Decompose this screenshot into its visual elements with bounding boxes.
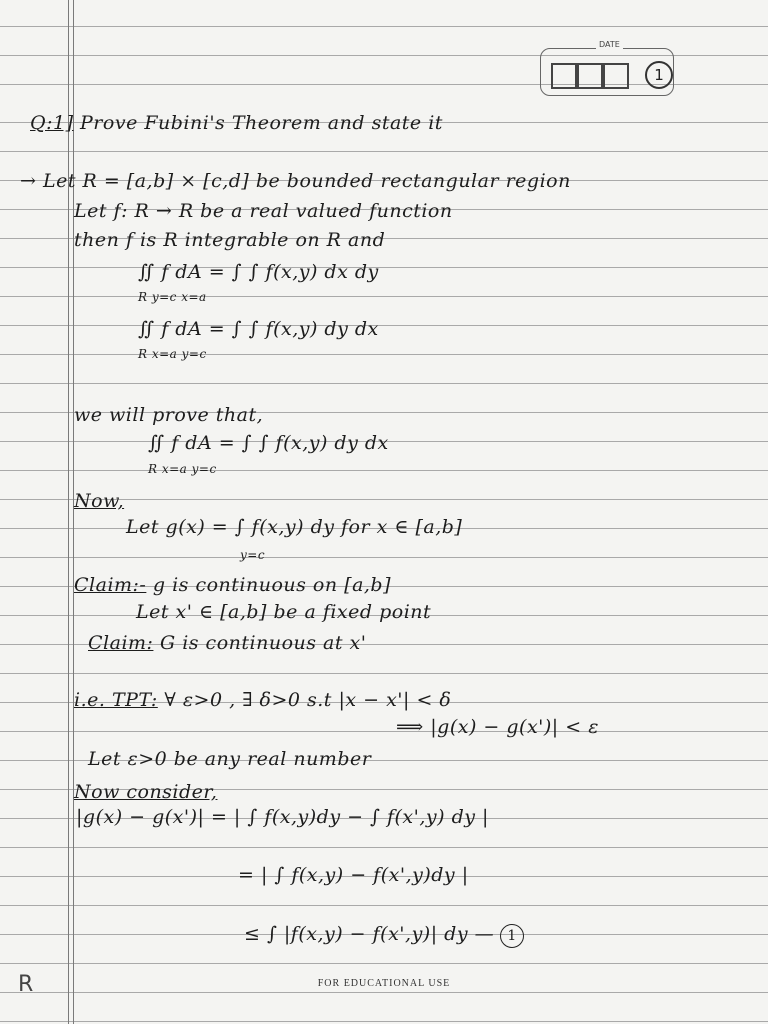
corner-mark: R	[18, 972, 34, 997]
handwritten-line: Let f: R → R be a real valued function	[74, 200, 453, 222]
handwritten-line: y=c	[240, 548, 266, 562]
handwritten-line: Claim:- g is continuous on [a,b]	[74, 574, 392, 596]
date-square-1	[551, 63, 577, 89]
date-square-3	[603, 63, 629, 89]
equation-number: 1	[500, 924, 524, 948]
handwritten-line: i.e. TPT: ∀ ε>0 , ∃ δ>0 s.t |x − x'| < δ	[74, 689, 452, 711]
handwritten-line: ∬ f dA = ∫ ∫ f(x,y) dx dy	[138, 261, 379, 283]
date-square-2	[577, 63, 603, 89]
handwritten-line: = | ∫ f(x,y) − f(x',y)dy |	[238, 864, 469, 886]
handwritten-line: Now,	[74, 490, 125, 512]
handwritten-line: Now consider,	[74, 781, 218, 803]
handwritten-line: R y=c x=a	[138, 290, 207, 304]
handwritten-line: ∬ f dA = ∫ ∫ f(x,y) dy dx	[138, 318, 379, 340]
handwritten-line: Let g(x) = ∫ f(x,y) dy for x ∈ [a,b]	[126, 516, 463, 538]
handwritten-line: then f is R integrable on R and	[74, 229, 386, 251]
handwritten-line: Let ε>0 be any real number	[88, 748, 372, 770]
handwritten-line: Q:1] Prove Fubini's Theorem and state it	[30, 112, 443, 134]
margin-line-left	[68, 0, 69, 1024]
handwritten-line: Let x' ∈ [a,b] be a fixed point	[136, 601, 432, 623]
handwritten-line: |g(x) − g(x')| = | ∫ f(x,y)dy − ∫ f(x',y) dy |	[76, 806, 489, 828]
date-page-box	[540, 40, 674, 96]
handwritten-line: ⟹ |g(x) − g(x')| < ε	[396, 716, 599, 738]
handwritten-line: → Let R = [a,b] × [c,d] be bounded rectangular region	[20, 170, 571, 192]
handwritten-line: ∬ f dA = ∫ ∫ f(x,y) dy dx	[148, 432, 389, 454]
handwritten-line: Claim: G is continuous at x'	[88, 632, 367, 654]
date-label: DATE	[596, 40, 623, 49]
handwritten-line: R x=a y=c	[138, 347, 207, 361]
margin-line-right	[73, 0, 74, 1024]
handwritten-line: ≤ ∫ |f(x,y) − f(x',y)| dy — 1	[244, 923, 524, 948]
handwritten-line: we will prove that,	[74, 404, 264, 426]
page-number: 1	[645, 61, 673, 89]
footer-text: FOR EDUCATIONAL USE	[317, 978, 451, 989]
handwritten-line: R x=a y=c	[148, 462, 217, 476]
